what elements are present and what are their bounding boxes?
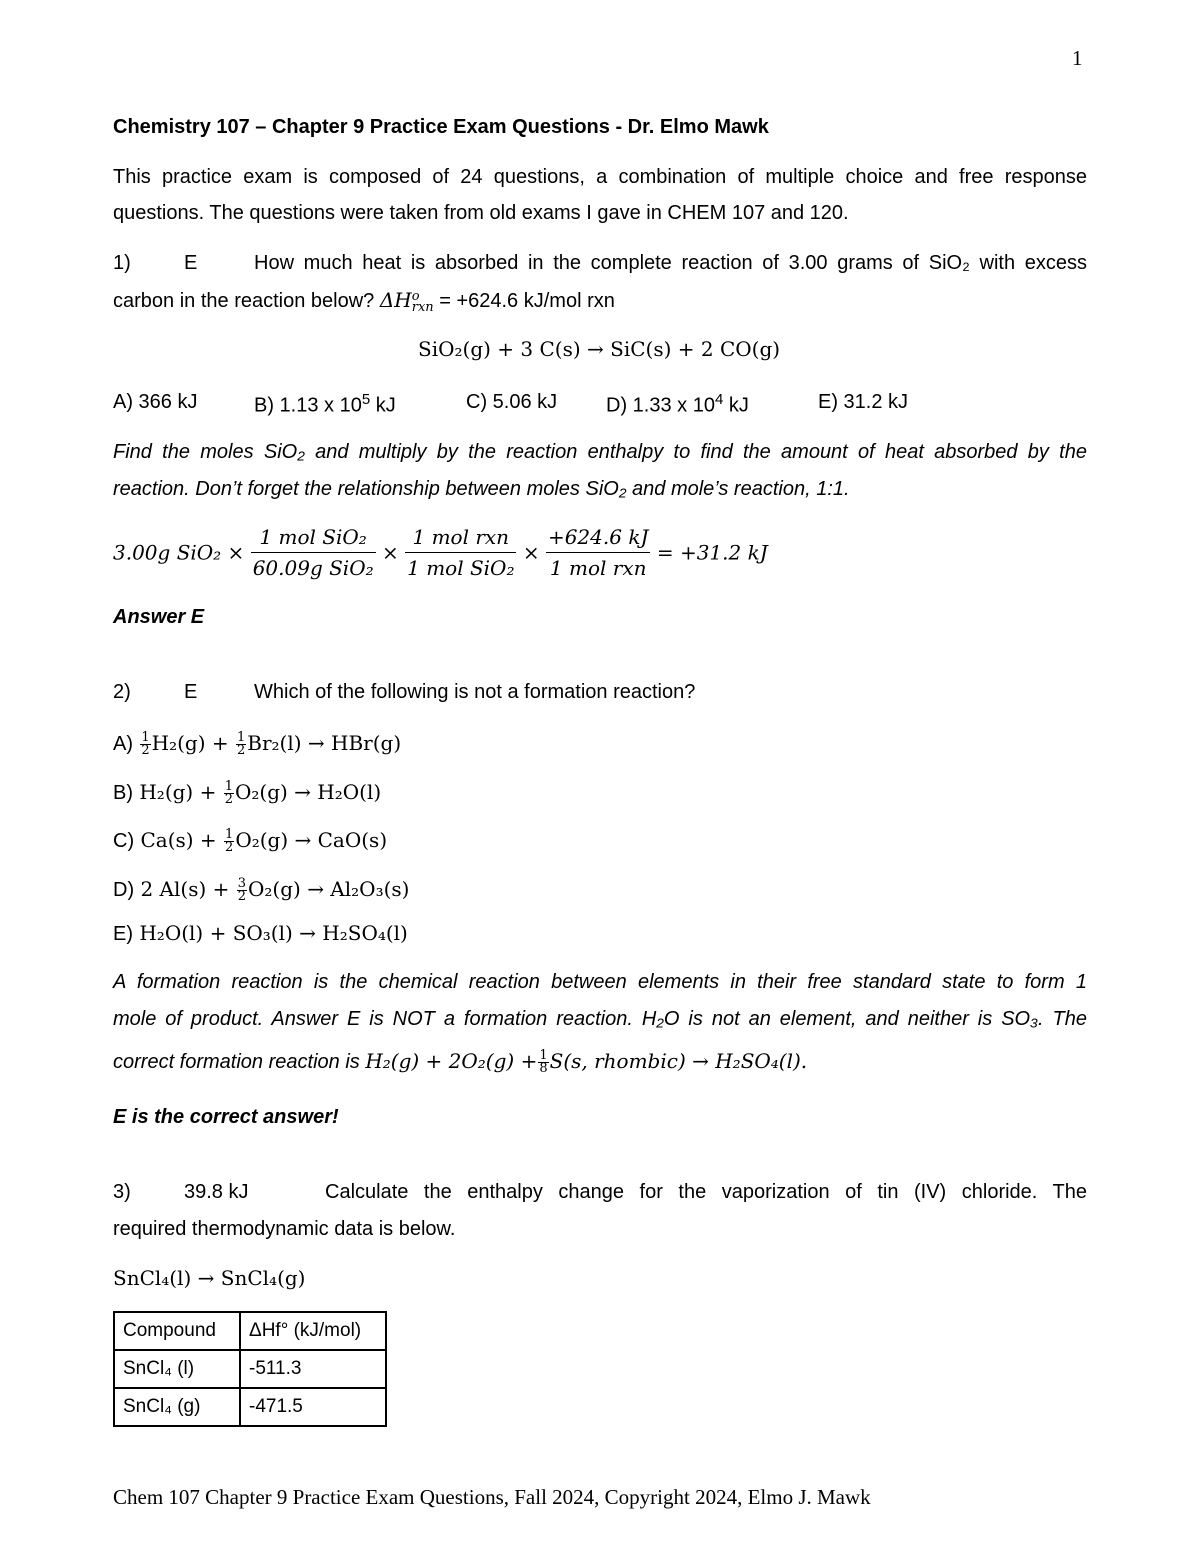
q2-option-e: E) H₂O(l) + SO₃(l) → H₂SO₄(l) [113,921,408,945]
delta-h-symbol: ΔH o rxn [379,288,434,315]
q1-option-b: B) 1.13 x $10^5$ kJ [254,391,396,417]
q2-option-c: C) Ca(s) + $\frac{1}{2}$ O₂(g) → CaO(s) [113,827,388,855]
intro-line-1: This practice exam is composed of 24 questions, a combination of multiple choice and free response [113,166,1087,188]
q1-option-d: D) 1.33 x $10^4$ kJ [606,391,749,417]
q2-explanation-line-1: A formation reaction is the chemical reaction between elements in their free standard state to form 1 [113,971,1087,993]
q1-text-prefix: carbon in the reaction below? [113,290,375,312]
conversion-factor-3: $\frac{+624.6 kJ}{\text{1 mol rxn}}$ [546,522,651,583]
q1-explanation-line-1: Find the moles SiO₂ and multiply by the reaction enthalpy to find the amount of heat absorbed by the [113,441,1087,463]
q2-explanation-line-2: mole of product. Answer E is NOT a formation reaction. H₂O is not an element, and neither is SO₃. The [113,1008,1087,1030]
calc-result: = +31.2 kJ [656,540,768,565]
q1-option-c: C) 5.06 kJ [466,391,558,413]
table-cell: -471.5 [240,1388,386,1426]
page-footer: Chem 107 Chapter 9 Practice Exam Questions, Fall 2024, Copyright 2024, Elmo J. Mawk [113,1485,871,1509]
conversion-factor-2: $\frac{\text{1 mol rxn}}{\text{1 mol SiO₂}}$ [405,522,516,583]
document-title: Chemistry 107 – Chapter 9 Practice Exam Questions - Dr. Elmo Mawk [113,116,769,138]
q2-number: 2) [113,681,131,703]
table-header: ΔHf° (kJ/mol) [240,1312,386,1350]
q2-option-b: B) H₂(g) + $\frac{1}{2}$ O₂(g) → H₂O(l) [113,779,382,807]
delta-h-value: = +624.6 kJ/mol rxn [439,290,615,312]
q2-option-d: D) 2 Al(s) + $\frac{3}{2}$ O₂(g) → Al₂O₃(s) [113,876,410,904]
q3-text-line-2: required thermodynamic data is below. [113,1218,456,1240]
q3-reaction-equation: SnCl₄(l) → SnCl₄(g) [113,1266,306,1290]
table-header-row [114,1312,386,1350]
q2-explanation-line-3: correct formation reaction is H₂(g) + 2O₂(g) + $\frac{1}{8}$ S(s, rhombic) → H₂SO₄(l). [113,1048,808,1076]
q3-key: 39.8 kJ [184,1181,249,1203]
table-cell: -511.3 [240,1350,386,1388]
q2-key: E [184,681,198,703]
q1-calculation: 3.00g SiO₂ × $\frac{\text{1 mol SiO₂}}{\text{60.09g SiO₂}}$ × $\frac{\text{1 mol rxn}}{\text{1 mol SiO₂}}$ × $\frac{+624.6 kJ}{\text{1 mol rxn}}$ = +31.2 kJ [113,522,768,583]
q1-number: 1) [113,252,131,274]
q1-option-a: A) 366 kJ [113,391,198,413]
table-cell: SnCl₄ (l) [114,1350,240,1388]
conversion-factor-1: $\frac{\text{1 mol SiO₂}}{\text{60.09g SiO₂}}$ [251,522,376,583]
table-cell: SnCl₄ (g) [114,1388,240,1426]
q3-number: 3) [113,1181,131,1203]
correct-formation-equation: H₂(g) + 2O₂(g) + $\frac{1}{8}$ S(s, rhombic) → H₂SO₄(l). [365,1048,808,1076]
q2-option-a: A) $\frac{1}{2}$ H₂(g) + $\frac{1}{2}$ Br₂(l) → HBr(g) [113,730,402,758]
thermo-data-table [113,1311,387,1427]
q2-answer: E is the correct answer! [113,1106,339,1128]
intro-line-2: questions. The questions were taken from old exams I gave in CHEM 107 and 120. [113,202,849,224]
q1-reaction-equation: SiO₂(g) + 3 C(s) → SiC(s) + 2 CO(g) [418,337,781,361]
q1-answer: Answer E [113,606,205,628]
q1-key: E [184,252,198,274]
q1-option-e: E) 31.2 kJ [818,391,909,413]
q1-text-line-1: How much heat is absorbed in the complete reaction of 3.00 grams of SiO₂ with excess [254,252,1087,274]
q1-text-line-2 [113,288,615,313]
page-number: 1 [1072,46,1083,70]
q2-text: Which of the following is not a formation reaction? [254,681,696,703]
calc-start: 3.00g SiO₂ × [113,540,245,565]
q1-explanation-line-2: reaction. Don’t forget the relationship between moles SiO₂ and mole’s reaction, 1:1. [113,478,850,500]
table-header: Compound [114,1312,240,1350]
table-row [114,1350,386,1388]
q3-text-line-1: Calculate the enthalpy change for the vaporization of tin (IV) chloride. The [325,1181,1087,1203]
table-row [114,1388,386,1426]
